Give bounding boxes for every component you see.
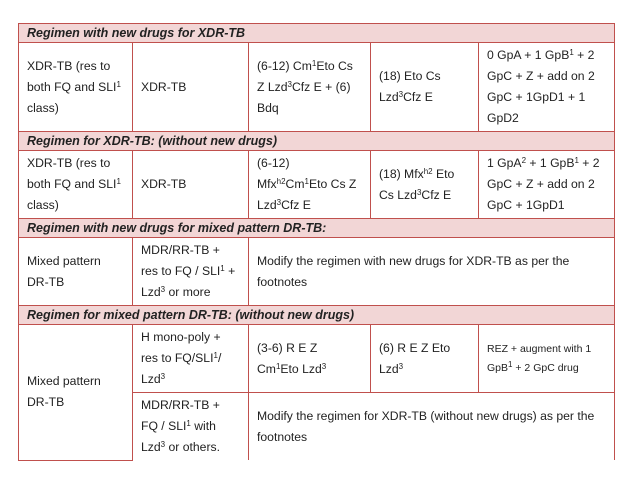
patient-cell: XDR-TB (res to both FQ and SLI$^1$ class) [19,43,133,132]
section-header [19,24,615,43]
table-row [19,151,615,219]
section-header [19,219,615,238]
section-title: Regimen for XDR-TB: (without new drugs) [19,132,615,151]
merged-instruction-cell: Modify the regimen for XDR-TB (without new drugs) as per the footnotes [249,393,615,461]
table-row [19,43,615,132]
regimen-cell: MDR/RR-TB + FQ / SLI$^1$ with Lzd$^3$ or others. [133,393,249,461]
merged-instruction-cell: Modify the regimen with new drugs for XDR-TB as per the footnotes [249,238,615,306]
patient-cell: XDR-TB (res to both FQ and SLI$^1$ class) [19,151,133,219]
regimen-cell: XDR-TB [133,151,249,219]
section-header [19,132,615,151]
table-row [19,325,615,393]
section-title: Regimen with new drugs for mixed pattern DR-TB: [19,219,615,238]
intensive-phase-cell: (3-6) R E Z Cm$^1$Eto Lzd$^3$ [249,325,371,393]
intensive-phase-cell: (6-12) Mfx$^{h2}$Cm$^1$Eto Cs Z Lzd$^3$Cfz E [249,151,371,219]
notes-cell: 0 GpA + 1 GpB$^1$ + 2 GpC + Z + add on 2 GpC + 1GpD1 + 1 GpD2 [479,43,615,132]
notes-cell: 1 GpA$^2$ + 1 GpB$^1$ + 2 GpC + Z + add on 2 GpC + 1GpD1 [479,151,615,219]
patient-cell: Mixed pattern DR-TB [19,238,133,306]
continuation-phase-cell: (6) R E Z Eto Lzd$^3$ [371,325,479,393]
regimen-cell: H mono-poly + res to FQ/SLI$^1$/ Lzd$^3$ [133,325,249,393]
continuation-phase-cell: (18) Mfx$^{h2}$ Eto Cs Lzd$^3$Cfz E [371,151,479,219]
regimen-cell: MDR/RR-TB + res to FQ / $SLI^1 + Lzd^3$ or more [133,238,249,306]
patient-cell: Mixed pattern DR-TB [19,325,133,461]
continuation-phase-cell: (18) Eto Cs Lzd$^3$Cfz E [371,43,479,132]
notes-cell: REZ + augment with 1 GpB$^1$ + 2 GpC drug [479,325,615,393]
regimen-table-container [18,23,614,465]
section-header [19,306,615,325]
intensive-phase-cell: (6-12) Cm$^1$Eto Cs Z Lzd$^3$Cfz E + (6) Bdq [249,43,371,132]
regimen-table [18,23,615,461]
regimen-cell: XDR-TB [133,43,249,132]
table-row [19,238,615,306]
section-title: Regimen with new drugs for XDR-TB [19,24,615,43]
section-title: Regimen for mixed pattern DR-TB: (without new drugs) [19,306,615,325]
